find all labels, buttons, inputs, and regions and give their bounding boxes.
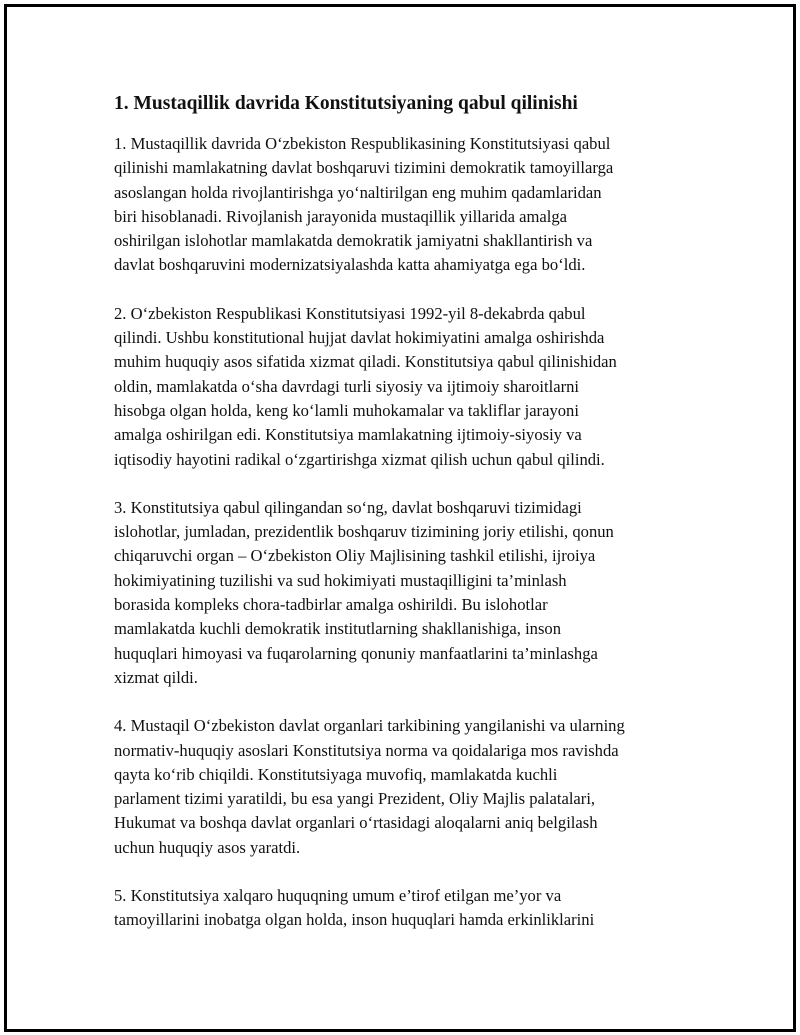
text-line: Hukumat va boshqa davlat organlari o‘rtasidagi aloqalarni aniq belgilash xyxy=(114,813,598,833)
paragraph-3 xyxy=(114,496,694,690)
text-line: borasida kompleks chora-tadbirlar amalga oshirildi. Bu islohotlar xyxy=(114,595,548,615)
document-body xyxy=(114,90,694,957)
text-line: davlat boshqaruvini modernizatsiyalashda katta ahamiyatga ega bo‘ldi. xyxy=(114,255,586,275)
paragraph-1 xyxy=(114,132,694,278)
text-line: muhim huquqiy asos sifatida xizmat qiladi. Konstitutsiya qabul qilinishidan xyxy=(114,352,617,372)
text-line: 2. O‘zbekiston Respublikasi Konstitutsiyasi 1992-yil 8-dekabrda qabul xyxy=(114,303,586,323)
text-line: qilindi. Ushbu konstitutional hujjat davlat hokimiyatini amalga oshirishda xyxy=(114,328,605,348)
text-line: mamlakatda kuchli demokratik institutlarning shakllanishiga, inson xyxy=(114,619,562,639)
text-line: amalga oshirilgan edi. Konstitutsiya mamlakatning ijtimoiy-siyosiy va xyxy=(114,425,582,445)
text-line: xizmat qildi. xyxy=(114,667,198,687)
text-line: islohotlar, jumladan, prezidentlik boshqaruv tizimining joriy etilishi, qonun xyxy=(114,522,614,542)
paragraph-5 xyxy=(114,884,694,933)
paragraph-4 xyxy=(114,714,694,860)
text-line: oldin, mamlakatda o‘sha davrdagi turli siyosiy va ijtimoiy sharoitlarni xyxy=(114,376,579,396)
text-line: biri hisoblanadi. Rivojlanish jarayonida mustaqillik yillarida amalga xyxy=(114,206,568,226)
text-line: hokimiyatining tuzilishi va sud hokimiyati mustaqilligini ta’minlash xyxy=(114,570,567,590)
text-line: 3. Konstitutsiya qabul qilingandan so‘ng, davlat boshqaruvi tizimidagi xyxy=(114,497,582,517)
text-line: qayta ko‘rib chiqildi. Konstitutsiyaga muvofiq, mamlakatda kuchli xyxy=(114,764,558,784)
text-line: tamoyillarini inobatga olgan holda, inson huquqlari hamda erkinliklarini xyxy=(114,910,595,930)
text-line: iqtisodiy hayotini radikal o‘zgartirishga xizmat qilish uchun qabul qilindi. xyxy=(114,449,605,469)
text-line: huquqlari himoyasi va fuqarolarning qonuniy manfaatlarini ta’minlashga xyxy=(114,643,598,663)
text-line: 5. Konstitutsiya xalqaro huquqning umum e’tirof etilgan me’yor va xyxy=(114,886,562,906)
text-line: parlament tizimi yaratildi, bu esa yangi Prezident, Oliy Majlis palatalari, xyxy=(114,789,596,809)
text-line: oshirilgan islohotlar mamlakatda demokratik jamiyatni shakllantirish va xyxy=(114,231,593,251)
document-title: 1. Mustaqillik davrida Konstitutsiyaning qabul qilinishi xyxy=(114,93,578,114)
text-line: qilinishi mamlakatning davlat boshqaruvi tizimini demokratik tamoyillarga xyxy=(114,158,614,178)
text-line: normativ-huquqiy asoslari Konstitutsiya norma va qoidalariga mos ravishda xyxy=(114,740,619,760)
text-line: 4. Mustaqil O‘zbekiston davlat organlari tarkibining yangilanishi va ularning xyxy=(114,716,625,736)
text-line: chiqaruvchi organ – O‘zbekiston Oliy Majlisining tashkil etilishi, ijroiya xyxy=(114,546,596,566)
paragraph-2 xyxy=(114,302,694,472)
text-line: 1. Mustaqillik davrida O‘zbekiston Respublikasining Konstitutsiyasi qabul xyxy=(114,134,611,153)
text-line: asoslangan holda rivojlantirishga yo‘naltirilgan eng muhim qadamlaridan xyxy=(114,182,602,202)
text-line: hisobga olgan holda, keng ko‘lamli muhokamalar va takliflar jarayoni xyxy=(114,400,579,420)
text-line: uchun huquqiy asos yaratdi. xyxy=(114,837,301,857)
